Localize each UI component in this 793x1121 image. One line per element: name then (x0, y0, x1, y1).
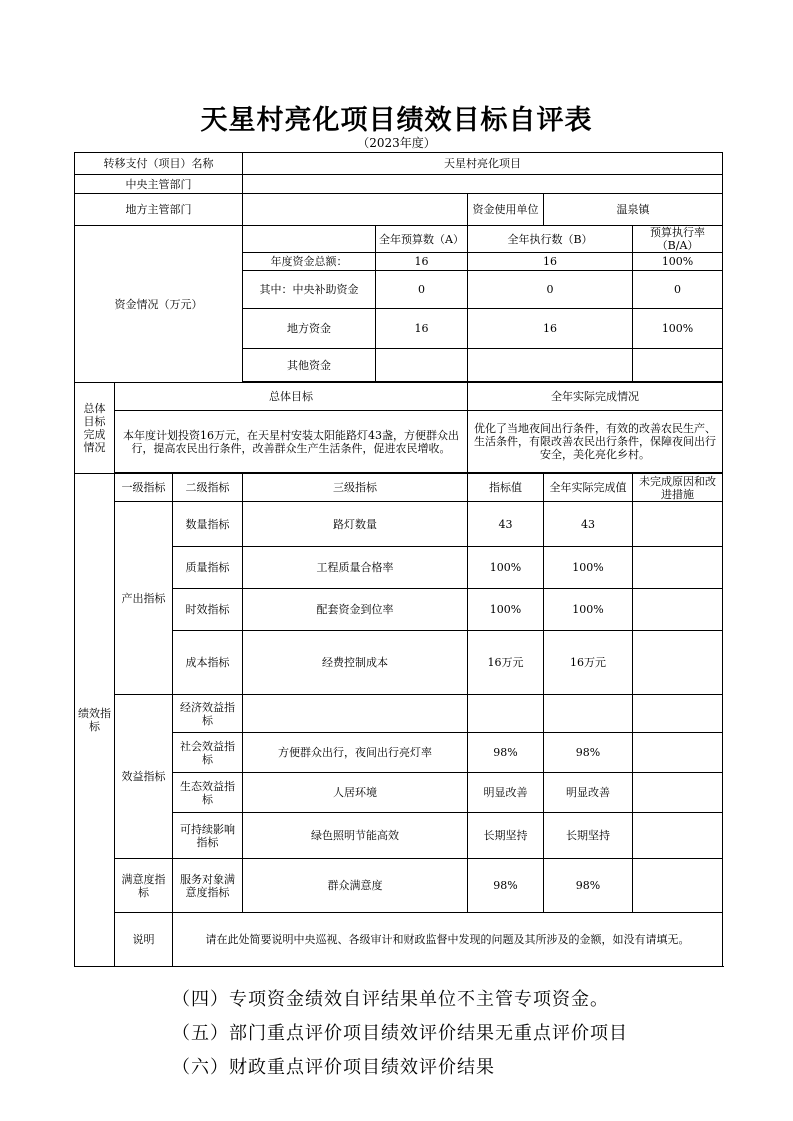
reason-cell (633, 502, 723, 547)
level2-cell: 时效指标 (173, 589, 243, 631)
funds-header-blank (243, 226, 376, 253)
level3-cell: 路灯数量 (243, 502, 468, 547)
header-value: 指标值 (468, 474, 544, 502)
local-dept-row (75, 194, 723, 226)
footer-line: （五）部门重点评价项目绩效评价结果无重点评价项目 (172, 1023, 628, 1044)
level2-cell: 可持续影响指标 (173, 813, 243, 859)
value-cell (468, 695, 544, 733)
funds-row-exec (468, 349, 633, 382)
actual-cell: 100% (544, 547, 633, 589)
reason-cell (633, 813, 723, 859)
header-reason: 未完成原因和改进措施 (633, 474, 723, 502)
level2-cell: 数量指标 (173, 502, 243, 547)
evaluation-table (74, 152, 723, 967)
funds-header-row (75, 226, 723, 253)
level3-cell: 工程质量合格率 (243, 547, 468, 589)
level2-cell: 社会效益指标 (173, 733, 243, 773)
note-row (75, 913, 723, 967)
funds-col-budget: 全年预算数（A） (376, 226, 468, 253)
level2-cell: 质量指标 (173, 547, 243, 589)
overall-actual-text: 优化了当地夜间出行条件，有效的改善农民生产、生活条件，有限改善农民出行条件，保障夜间出行安全，美化亮化乡村。 (468, 411, 723, 473)
indicator-row (75, 813, 723, 859)
central-dept-label: 中央主管部门 (75, 175, 243, 194)
overall-section-label: 总体目标完成情况 (75, 383, 115, 474)
indicator-row (75, 547, 723, 589)
indicator-row (75, 631, 723, 695)
note-label: 说明 (115, 913, 173, 967)
central-dept-row (75, 175, 723, 194)
funds-col-rate: 预算执行率 （B/A） (633, 226, 723, 253)
overall-goal-text: 本年度计划投资16万元，在天星村安装太阳能路灯43盏，方便群众出行，提高农民出行条件，改善群众生产生活条件，促进农民增收。 (115, 411, 468, 473)
level3-cell: 方便群众出行，夜间出行亮灯率 (243, 733, 468, 773)
header-level2: 二级指标 (173, 474, 243, 502)
indicator-row (75, 589, 723, 631)
funds-row-label: 其中：中央补助资金 (243, 271, 376, 309)
page-title: 天星村亮化项目绩效目标自评表 (200, 105, 593, 136)
level3-cell: 经费控制成本 (243, 631, 468, 695)
overall-content-row (75, 411, 723, 473)
actual-cell: 100% (544, 589, 633, 631)
indicator-row (75, 859, 723, 913)
funds-row-budget: 16 (376, 309, 468, 349)
benefit-indicator-label: 效益指标 (115, 695, 173, 859)
actual-cell: 明显改善 (544, 773, 633, 813)
indicator-row (75, 773, 723, 813)
funds-col-exec: 全年执行数（B） (468, 226, 633, 253)
value-cell: 100% (468, 547, 544, 589)
funds-section-label: 资金情况（万元） (75, 226, 243, 383)
overall-actual-header: 全年实际完成情况 (468, 383, 723, 411)
reason-cell (633, 695, 723, 733)
output-indicator-label: 产出指标 (115, 502, 173, 695)
satisfaction-indicator-label: 满意度指标 (115, 859, 173, 913)
value-cell: 98% (468, 859, 544, 913)
reason-cell (633, 859, 723, 913)
reason-cell (633, 547, 723, 589)
level2-cell: 经济效益指标 (173, 695, 243, 733)
funds-row-rate (633, 349, 723, 382)
actual-cell: 16万元 (544, 631, 633, 695)
indicator-header-row (75, 474, 723, 502)
project-name-row (75, 153, 723, 175)
overall-header-row (75, 383, 723, 411)
level2-cell: 生态效益指标 (173, 773, 243, 813)
reason-cell (633, 733, 723, 773)
level3-cell: 群众满意度 (243, 859, 468, 913)
actual-cell: 98% (544, 859, 633, 913)
local-dept-value (243, 194, 468, 226)
funds-row-rate: 0 (633, 271, 723, 309)
level3-cell: 配套资金到位率 (243, 589, 468, 631)
funds-row-budget: 16 (376, 253, 468, 271)
value-cell: 明显改善 (468, 773, 544, 813)
funds-row-rate: 100% (633, 309, 723, 349)
note-text: 请在此处简要说明中央巡视、各级审计和财政监督中发现的问题及其所涉及的金额，如没有请填无。 (173, 913, 723, 967)
funds-row-label: 年度资金总额： (243, 253, 376, 271)
funds-row-label: 其他资金 (243, 349, 376, 382)
value-cell: 98% (468, 733, 544, 773)
footer-line: （四）专项资金绩效自评结果单位不主管专项资金。 (172, 989, 609, 1010)
funds-row-exec: 16 (468, 253, 633, 271)
funds-row-budget: 0 (376, 271, 468, 309)
level3-cell (243, 695, 468, 733)
overall-goal-header: 总体目标 (115, 383, 468, 411)
indicator-row (75, 733, 723, 773)
value-cell: 长期坚持 (468, 813, 544, 859)
reason-cell (633, 589, 723, 631)
level3-cell: 绿色照明节能高效 (243, 813, 468, 859)
project-name-value: 天星村亮化项目 (243, 153, 723, 175)
fund-unit-value: 温泉镇 (544, 194, 723, 226)
level2-cell: 成本指标 (173, 631, 243, 695)
actual-cell: 43 (544, 502, 633, 547)
header-actual: 全年实际完成值 (544, 474, 633, 502)
value-cell: 43 (468, 502, 544, 547)
funds-row-exec: 16 (468, 309, 633, 349)
actual-cell: 长期坚持 (544, 813, 633, 859)
reason-cell (633, 773, 723, 813)
indicator-row (75, 502, 723, 547)
indicator-row (75, 695, 723, 733)
actual-cell (544, 695, 633, 733)
actual-cell: 98% (544, 733, 633, 773)
level3-cell: 人居环境 (243, 773, 468, 813)
fund-unit-label: 资金使用单位 (468, 194, 544, 226)
central-dept-value (243, 175, 723, 194)
reason-cell (633, 631, 723, 695)
funds-row-rate: 100% (633, 253, 723, 271)
level2-cell: 服务对象满意度指标 (173, 859, 243, 913)
project-name-label: 转移支付（项目）名称 (75, 153, 243, 175)
header-level1: 一级指标 (115, 474, 173, 502)
value-cell: 100% (468, 589, 544, 631)
footer-line: （六）财政重点评价项目绩效评价结果 (172, 1057, 495, 1078)
performance-section-label: 绩效指标 (75, 474, 115, 967)
local-dept-label: 地方主管部门 (75, 194, 243, 226)
funds-row-label: 地方资金 (243, 309, 376, 349)
year-label: （2023年度） (357, 136, 436, 150)
funds-row-budget (376, 349, 468, 382)
value-cell: 16万元 (468, 631, 544, 695)
funds-row-exec: 0 (468, 271, 633, 309)
header-level3: 三级指标 (243, 474, 468, 502)
